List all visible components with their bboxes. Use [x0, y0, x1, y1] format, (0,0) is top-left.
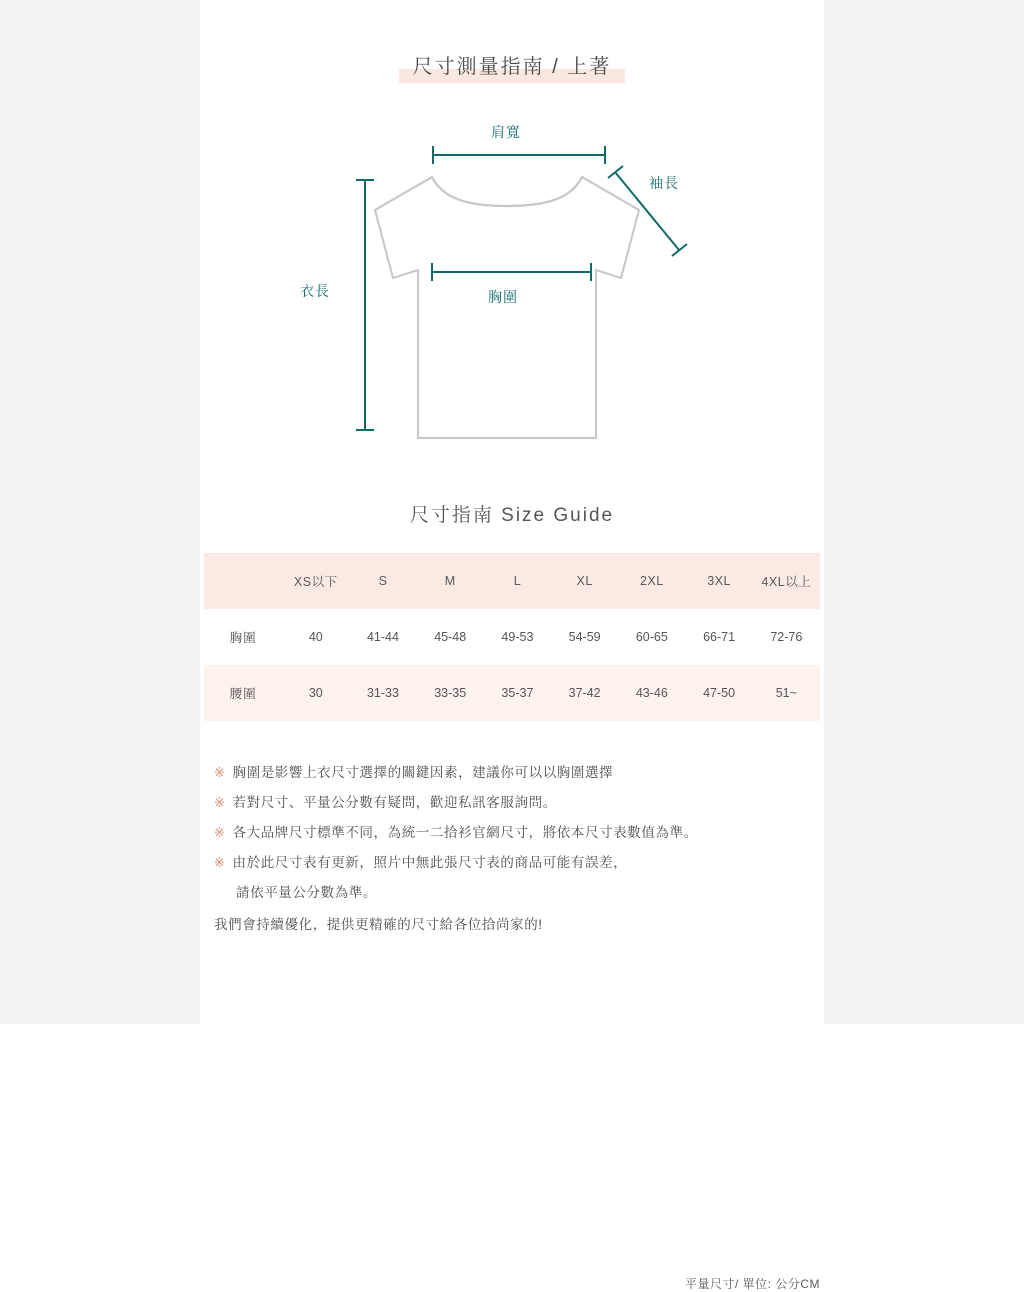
label-shoulder: 肩寬	[491, 124, 521, 140]
content-area	[200, 0, 824, 1291]
cell: 51~	[753, 665, 820, 721]
table-row	[204, 609, 820, 665]
note-item	[214, 818, 814, 848]
label-length: 衣長	[300, 283, 330, 299]
row-label-waist: 腰圍	[204, 665, 282, 721]
note-mark-icon: ※	[214, 795, 226, 810]
label-chest: 胸圍	[488, 289, 518, 305]
note-final: 我們會持續優化，提供更精確的尺寸給各位拾尚家的!	[214, 917, 543, 932]
note-mark-icon: ※	[214, 765, 226, 780]
size-guide-heading: 尺寸指南 Size Guide	[409, 505, 615, 526]
cell: 35-37	[484, 665, 551, 721]
length-measure	[356, 180, 374, 430]
cell: 31-33	[349, 665, 416, 721]
table-row	[204, 665, 820, 721]
note-item	[214, 848, 814, 878]
th-m: M	[417, 553, 484, 609]
note-item	[214, 758, 814, 788]
shoulder-measure	[433, 146, 605, 164]
cell: 45-48	[434, 630, 467, 644]
th-4xl: 4XL以上	[753, 553, 820, 609]
size-table-head	[204, 553, 820, 609]
cell: 66-71	[703, 630, 736, 644]
cell: 33-35	[417, 665, 484, 721]
th-corner	[204, 553, 282, 609]
note-mark-icon: ※	[214, 825, 226, 840]
cell: 43-46	[618, 665, 685, 721]
cell: 60-65	[635, 630, 668, 644]
title-highlight	[399, 48, 626, 83]
tshirt-svg	[200, 100, 824, 460]
title-text: 尺寸測量指南 / 上著	[412, 56, 612, 78]
th-xs: XS以下	[282, 553, 349, 609]
note-mark-icon: ※	[214, 855, 226, 870]
cell: 30	[282, 665, 349, 721]
cell: 37-42	[551, 665, 618, 721]
cell: 41-44	[366, 630, 399, 644]
right-margin	[824, 0, 1024, 1024]
table-unit-note: 平量尺寸/ 單位: 公分CM	[685, 1277, 820, 1291]
note-text: 由於此尺寸表有更新，照片中無此張尺寸表的商品可能有誤差，	[232, 855, 628, 870]
chest-measure	[432, 263, 591, 281]
label-sleeve: 袖長	[649, 175, 679, 191]
th-s: S	[349, 553, 416, 609]
cell: 54-59	[568, 630, 601, 644]
th-3xl: 3XL	[685, 553, 752, 609]
left-margin	[0, 0, 200, 1024]
page-title	[200, 48, 824, 83]
note-text: 若對尺寸、平量公分數有疑問，歡迎私訊客服詢問。	[232, 795, 557, 810]
cell: 72-76	[770, 630, 803, 644]
note-text: 各大品牌尺寸標準不同，為統一二拾衫官網尺寸，將依本尺寸表數值為準。	[232, 825, 698, 840]
cell: 47-50	[685, 665, 752, 721]
garment-diagram	[200, 100, 824, 460]
tshirt-outline	[375, 177, 639, 438]
table-header-row	[204, 553, 820, 609]
cell: 40	[308, 630, 323, 644]
cell: 49-53	[501, 630, 534, 644]
size-table	[204, 553, 820, 721]
note-continuation: 請依平量公分數為準。	[236, 885, 377, 900]
size-table-body	[204, 609, 820, 721]
th-xl: XL	[551, 553, 618, 609]
note-item	[214, 788, 814, 818]
row-label-chest: 胸圍	[229, 631, 257, 645]
note-text: 胸圍是影響上衣尺寸選擇的關鍵因素，建議你可以以胸圍選擇	[232, 765, 614, 780]
th-l: L	[484, 553, 551, 609]
th-2xl: 2XL	[618, 553, 685, 609]
notes-list	[214, 758, 814, 940]
